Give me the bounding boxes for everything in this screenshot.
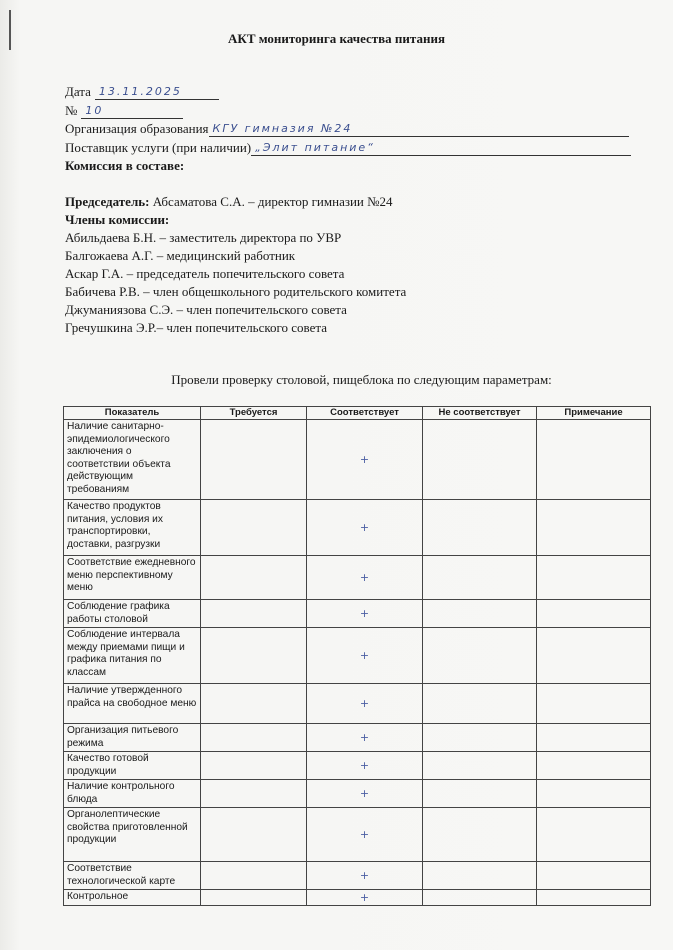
noncompliance-cell <box>423 780 537 808</box>
required-cell <box>201 420 307 500</box>
supplier-value: „Элит питание“ <box>251 142 631 156</box>
table-row <box>64 752 651 780</box>
indicator-cell: Соответствие технологической карте <box>64 862 201 890</box>
indicator-cell: Соблюдение интервала между приемами пищи и графика питания по классам <box>64 628 201 684</box>
supplier-row <box>65 140 631 156</box>
note-cell <box>537 500 651 556</box>
number-row <box>65 103 183 119</box>
compliance-mark: + <box>307 556 423 600</box>
member-item: Аскар Г.А. – председатель попечительского совета <box>65 266 345 281</box>
table-row <box>64 684 651 724</box>
note-cell <box>537 808 651 862</box>
note-cell <box>537 628 651 684</box>
number-label: № <box>65 103 78 118</box>
indicator-cell: Наличие санитарно-эпидемиологического заключения о соответствии объекта действующим требованиям <box>64 420 201 500</box>
noncompliance-cell <box>423 500 537 556</box>
compliance-mark: + <box>307 808 423 862</box>
indicator-cell: Наличие контрольного блюда <box>64 780 201 808</box>
noncompliance-cell <box>423 862 537 890</box>
indicator-cell: Соответствие ежедневного меню перспективному меню <box>64 556 201 600</box>
required-cell <box>201 752 307 780</box>
number-value: 10 <box>81 105 183 119</box>
commission-heading: Комиссия в составе: <box>65 158 185 173</box>
required-cell <box>201 684 307 724</box>
noncompliance-cell <box>423 752 537 780</box>
note-cell <box>537 752 651 780</box>
column-header: Показатель <box>64 407 201 420</box>
note-cell <box>537 862 651 890</box>
compliance-mark: + <box>307 890 423 906</box>
note-cell <box>537 780 651 808</box>
note-cell <box>537 684 651 724</box>
note-cell <box>537 600 651 628</box>
table-row <box>64 780 651 808</box>
compliance-mark: + <box>307 420 423 500</box>
column-header: Требуется <box>201 407 307 420</box>
required-cell <box>201 808 307 862</box>
note-cell <box>537 556 651 600</box>
organization-label: Организация образования <box>65 121 209 136</box>
noncompliance-cell <box>423 600 537 628</box>
noncompliance-cell <box>423 420 537 500</box>
required-cell <box>201 628 307 684</box>
compliance-mark: + <box>307 780 423 808</box>
member-item: Гречушкина Э.Р.– член попечительского совета <box>65 320 327 335</box>
table-row <box>64 862 651 890</box>
required-cell <box>201 890 307 906</box>
required-cell <box>201 556 307 600</box>
note-cell <box>537 420 651 500</box>
compliance-mark: + <box>307 862 423 890</box>
chairman-label: Председатель: <box>65 194 150 209</box>
compliance-mark: + <box>307 684 423 724</box>
noncompliance-cell <box>423 724 537 752</box>
required-cell <box>201 500 307 556</box>
inspection-intro: Провели проверку столовой, пищеблока по следующим параметрам: <box>171 372 552 387</box>
compliance-mark: + <box>307 724 423 752</box>
required-cell <box>201 724 307 752</box>
column-header: Не соответствует <box>423 407 537 420</box>
table-row <box>64 600 651 628</box>
indicator-cell: Органолептические свойства приготовленной продукции <box>64 808 201 862</box>
table-row <box>64 890 651 906</box>
indicator-cell: Качество готовой продукции <box>64 752 201 780</box>
compliance-mark: + <box>307 600 423 628</box>
date-value: 13.11.2025 <box>95 86 219 100</box>
note-cell <box>537 890 651 906</box>
required-cell <box>201 600 307 628</box>
required-cell <box>201 862 307 890</box>
noncompliance-cell <box>423 628 537 684</box>
organization-value: КГУ гимназия №24 <box>209 123 629 137</box>
compliance-mark: + <box>307 752 423 780</box>
noncompliance-cell <box>423 890 537 906</box>
indicator-cell: Организация питьевого режима <box>64 724 201 752</box>
indicator-cell: Наличие утвержденного прайса на свободное меню <box>64 684 201 724</box>
table-row <box>64 808 651 862</box>
member-item: Балгожаева А.Г. – медицинский работник <box>65 248 296 263</box>
inspection-table <box>63 406 651 906</box>
date-label: Дата <box>65 84 91 99</box>
required-cell <box>201 780 307 808</box>
indicator-cell: Соблюдение графика работы столовой <box>64 600 201 628</box>
document-title: АКТ мониторинга качества питания <box>228 31 445 46</box>
indicator-cell: Качество продуктов питания, условия их транспортировки, доставки, разгрузки <box>64 500 201 556</box>
table-row <box>64 556 651 600</box>
chairman-name: Абсаматова С.А. – директор гимназии №24 <box>152 194 393 209</box>
table-row <box>64 420 651 500</box>
supplier-label: Поставщик услуги (при наличии) <box>65 140 252 155</box>
noncompliance-cell <box>423 684 537 724</box>
column-header: Соответствует <box>307 407 423 420</box>
member-item: Бабичева Р.В. – член общешкольного родительского комитета <box>65 284 407 299</box>
organization-row <box>65 121 629 137</box>
table-row <box>64 500 651 556</box>
member-item: Джуманиязова С.Э. – член попечительского совета <box>65 302 347 317</box>
noncompliance-cell <box>423 556 537 600</box>
table-header-row <box>64 407 651 420</box>
indicator-cell: Контрольное <box>64 890 201 906</box>
compliance-mark: + <box>307 628 423 684</box>
note-cell <box>537 724 651 752</box>
compliance-mark: + <box>307 500 423 556</box>
members-heading: Члены комиссии: <box>65 212 170 227</box>
member-item: Абильдаева Б.Н. – заместитель директора по УВР <box>65 230 342 245</box>
noncompliance-cell <box>423 808 537 862</box>
column-header: Примечание <box>537 407 651 420</box>
table-row <box>64 724 651 752</box>
table-row <box>64 628 651 684</box>
date-row <box>65 84 219 100</box>
chairman-line <box>65 194 393 210</box>
